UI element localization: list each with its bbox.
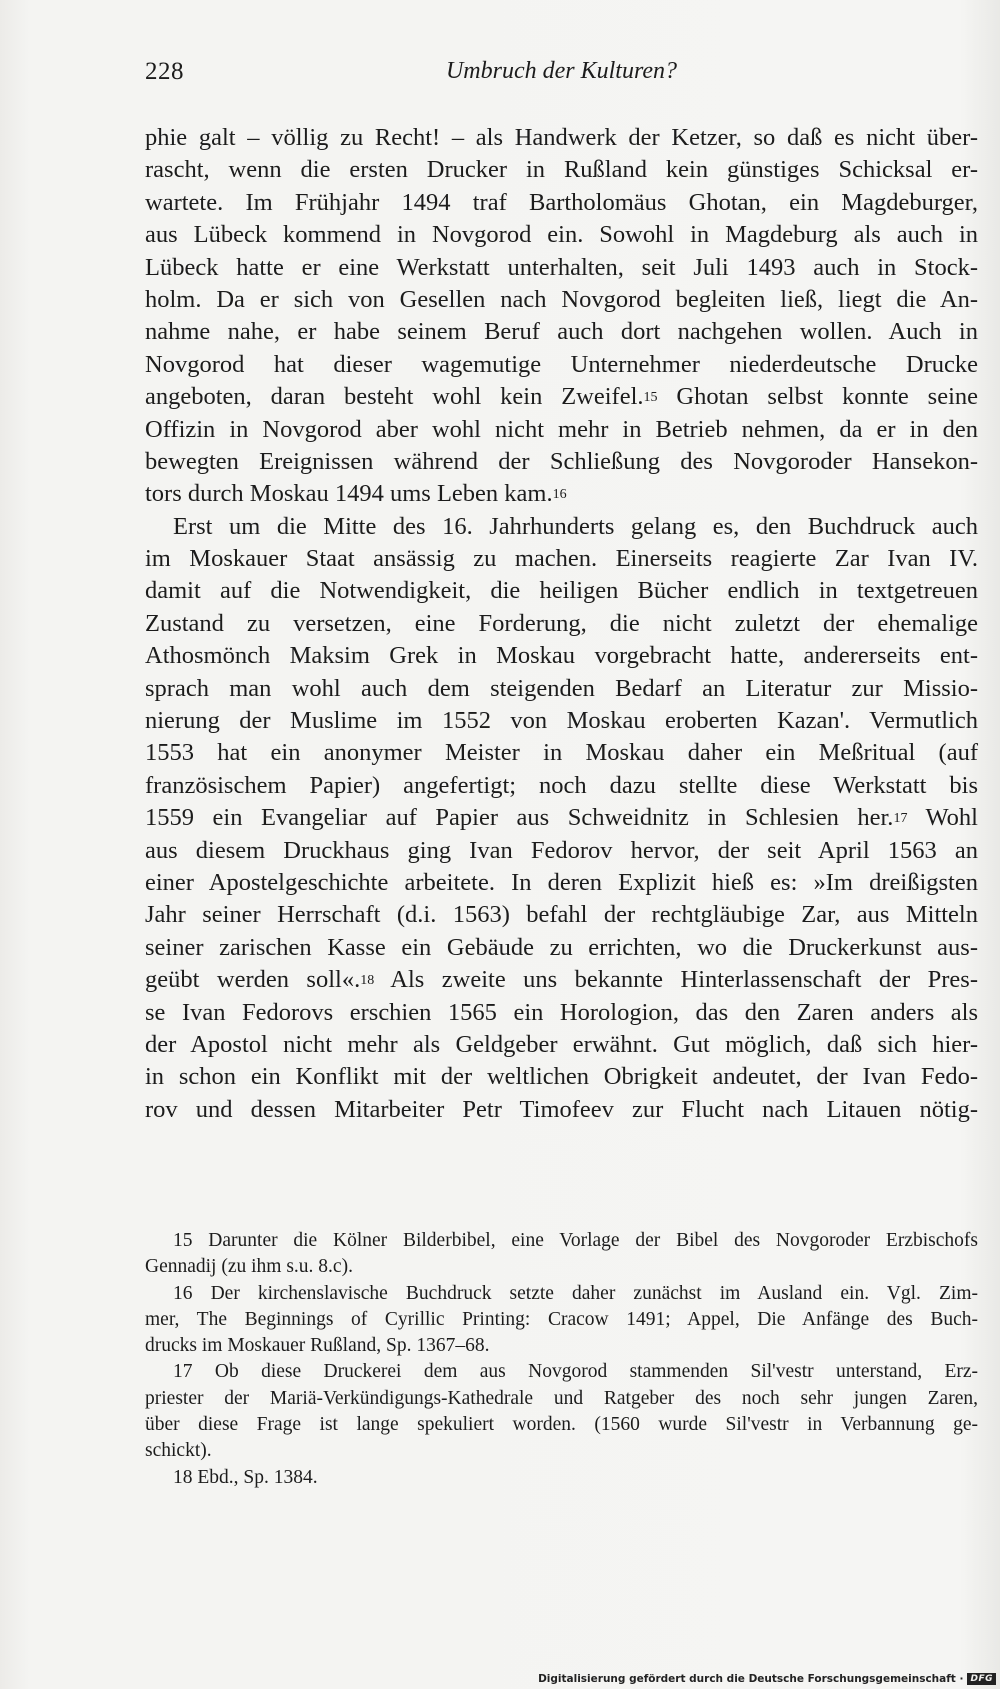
footnote-line	[145, 1281, 978, 1307]
page-number: 228	[145, 58, 184, 85]
line-text: angeboten, daran besteht wohl kein Zweifel.	[145, 383, 644, 411]
text-line	[145, 446, 978, 478]
page-header	[145, 58, 978, 94]
text-line	[145, 705, 978, 737]
line-text: bewegten Ereignissen während der Schließung des Novgoroder Hansekon-	[145, 447, 978, 475]
line-text: französischem Papier) angefertigt; noch dazu stellte diese Werkstatt bis	[145, 771, 978, 799]
line-text: nierung der Muslime im 1552 von Moskau eroberten Kazan'. Vermutlich	[145, 707, 978, 735]
line-text: Ghotan selbst konnte seine	[657, 383, 978, 411]
text-line	[145, 997, 978, 1029]
line-text: Wohl	[907, 804, 978, 832]
text-line	[145, 219, 978, 251]
text-line	[145, 414, 978, 446]
line-text: priester der Mariä-Verkündigungs-Kathedrale und Ratgeber des noch sehr jungen Zaren,	[145, 1387, 978, 1409]
footnote-line	[145, 1465, 978, 1491]
text-line	[145, 511, 978, 543]
footnote-reference: 18	[360, 973, 375, 989]
text-line	[145, 122, 978, 154]
text-line	[145, 932, 978, 964]
line-text: Als zweite uns bekannte Hinterlassenschaft der Pres-	[374, 966, 978, 994]
text-line	[145, 802, 978, 834]
line-text: 1559 ein Evangeliar auf Papier aus Schweidnitz in Schlesien her.	[145, 804, 894, 832]
text-line	[145, 349, 978, 381]
dfg-logo: DFG	[967, 1673, 996, 1685]
text-line	[145, 478, 978, 510]
line-text: se Ivan Fedorovs erschien 1565 ein Horologion, das den Zaren anders als	[145, 998, 978, 1026]
line-text: Offizin in Novgorod aber wohl nicht mehr in Betrieb nehmen, da er in den	[145, 415, 978, 443]
line-text: der Apostol nicht mehr als Geldgeber erwähnt. Gut möglich, daß sich hier-	[145, 1030, 978, 1058]
line-text: Jahr seiner Herrschaft (d.i. 1563) befahl der rechtgläubige Zar, aus Mitteln	[145, 901, 978, 929]
line-text: im Moskauer Staat ansässig zu machen. Einerseits reagierte Zar Ivan IV.	[145, 545, 978, 573]
digitization-footer	[538, 1672, 996, 1686]
text-line	[145, 1029, 978, 1061]
footnote-line	[145, 1228, 978, 1254]
footnote-line	[145, 1412, 978, 1438]
text-line	[145, 964, 978, 996]
text-line	[145, 835, 978, 867]
text-line	[145, 154, 978, 186]
text-line	[145, 867, 978, 899]
line-text: rov und dessen Mitarbeiter Petr Timofeev zur Flucht nach Litauen nötig-	[145, 1095, 978, 1123]
footnote-line	[145, 1254, 978, 1280]
text-line	[145, 543, 978, 575]
line-text: 15 Darunter die Kölner Bilderbibel, eine Vorlage der Bibel des Novgoroder Erzbischofs	[173, 1230, 978, 1251]
footnote-line	[145, 1333, 978, 1359]
line-text: geübt werden soll«.	[145, 966, 361, 994]
line-text: einer Apostelgeschichte arbeitete. In deren Explizit hieß es: »Im dreißigsten	[145, 868, 978, 896]
line-text: drucks im Moskauer Rußland, Sp. 1367–68.	[145, 1335, 490, 1357]
line-text: Zustand zu versetzen, eine Forderung, die nicht zuletzt der ehemalige	[145, 609, 978, 637]
line-text: tors durch Moskau 1494 ums Leben kam.	[145, 480, 553, 508]
line-text: Athosmönch Maksim Grek in Moskau vorgebracht hatte, andererseits ent-	[145, 642, 978, 670]
text-line	[145, 770, 978, 802]
line-text: in schon ein Konflikt mit der weltlichen Obrigkeit andeutet, der Ivan Fedo-	[145, 1063, 978, 1091]
footer-text: Digitalisierung gefördert durch die Deutsche Forschungsgemeinschaft ·	[538, 1673, 964, 1685]
line-text: 18 Ebd., Sp. 1384.	[173, 1466, 318, 1488]
text-line	[145, 284, 978, 316]
line-text: Erst um die Mitte des 16. Jahrhunderts gelang es, den Buchdruck auch	[173, 512, 978, 540]
line-text: damit auf die Notwendigkeit, die heiligen Bücher endlich in textgetreuen	[145, 577, 978, 605]
line-text: nahme nahe, er habe seinem Beruf auch dort nachgehen wollen. Auch in	[145, 318, 978, 346]
running-head: Umbruch der Kulturen?	[445, 58, 678, 84]
line-text: Gennadij (zu ihm s.u. 8.c).	[145, 1256, 353, 1278]
line-text: über diese Frage ist lange spekuliert worden. (1560 wurde Sil'vestr in Verbannung ge-	[145, 1414, 978, 1436]
text-line	[145, 608, 978, 640]
line-text: sprach man wohl auch dem steigenden Bedarf an Literatur zur Missio-	[145, 674, 978, 702]
footnote-reference: 17	[893, 811, 908, 827]
line-text: holm. Da er sich von Gesellen nach Novgorod begleiten ließ, liegt die An-	[145, 285, 978, 313]
footnote-line	[145, 1386, 978, 1412]
body-text	[145, 122, 978, 1126]
text-line	[145, 640, 978, 672]
text-line	[145, 575, 978, 607]
line-text: aus Lübeck kommend in Novgorod ein. Sowohl in Magdeburg als auch in	[145, 221, 978, 249]
line-text: 1553 hat ein anonymer Meister in Moskau daher ein Meßritual (auf	[145, 739, 978, 767]
line-text: seiner zarischen Kasse ein Gebäude zu errichten, wo die Druckerkunst aus-	[145, 933, 978, 961]
line-text: wartete. Im Frühjahr 1494 traf Bartholomäus Ghotan, ein Magdeburger,	[145, 188, 978, 216]
footnotes	[145, 1228, 978, 1491]
text-line	[145, 899, 978, 931]
text-line	[145, 1061, 978, 1093]
footnote-reference: 15	[643, 390, 658, 406]
line-text: rascht, wenn die ersten Drucker in Rußland kein günstiges Schicksal er-	[145, 156, 978, 184]
footnote-line	[145, 1438, 978, 1464]
text-line	[145, 1094, 978, 1126]
line-text: aus diesem Druckhaus ging Ivan Fedorov hervor, der seit April 1563 an	[145, 836, 978, 864]
line-text: 17 Ob diese Druckerei dem aus Novgorod stammenden Sil'vestr unterstand, Erz-	[173, 1361, 978, 1383]
text-line	[145, 252, 978, 284]
text-line	[145, 316, 978, 348]
line-text: 16 Der kirchenslavische Buchdruck setzte daher zunächst im Ausland ein. Vgl. Zim-	[173, 1282, 978, 1304]
line-text: Novgorod hat dieser wagemutige Unternehmer niederdeutsche Drucke	[145, 350, 978, 378]
text-line	[145, 187, 978, 219]
footnote-line	[145, 1359, 978, 1385]
footnote-line	[145, 1307, 978, 1333]
line-text: mer, The Beginnings of Cyrillic Printing: Cracow 1491; Appel, Die Anfänge des Buch-	[145, 1308, 978, 1330]
text-line	[145, 673, 978, 705]
line-text: phie galt – völlig zu Recht! – als Handwerk der Ketzer, so daß es nicht über-	[145, 124, 978, 151]
line-text: Lübeck hatte er eine Werkstatt unterhalten, seit Juli 1493 auch in Stock-	[145, 253, 978, 281]
text-line	[145, 381, 978, 413]
text-line	[145, 737, 978, 769]
footnote-reference: 16	[552, 487, 567, 503]
line-text: schickt).	[145, 1440, 212, 1462]
